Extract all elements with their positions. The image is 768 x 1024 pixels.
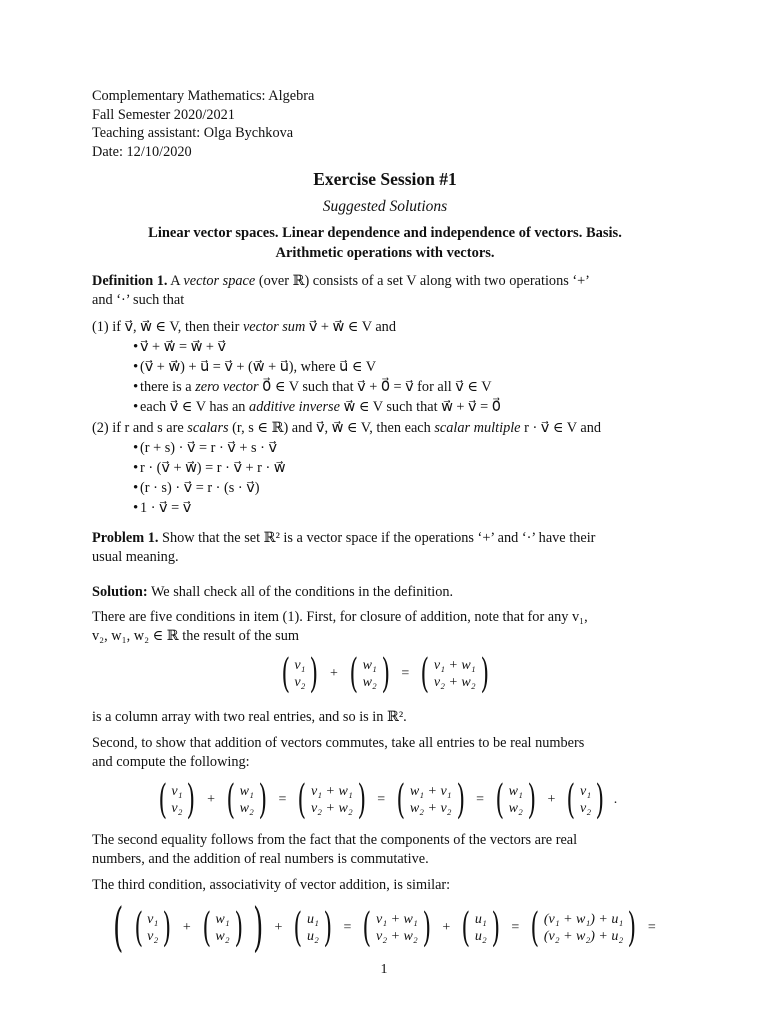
math-term: u₂ [474, 929, 487, 944]
item2-bullet-4: • 1 · v⃗ = v⃗ [92, 498, 678, 518]
parenthesis: ( [530, 905, 540, 951]
math-term: v₁ + w₁ [310, 784, 353, 799]
date: Date: 12/10/2020 [92, 143, 192, 160]
vector-entries [579, 783, 592, 817]
math-term: (v₂ + w₂) + u₂ [543, 929, 624, 944]
teaching-assistant: Teaching assistant: Olga Bychkova [92, 125, 294, 141]
topic-line-1: Linear vector spaces. Linear dependence and independence of vectors. Basis. [148, 225, 622, 241]
b3-a: there is a [140, 379, 192, 395]
semester: Fall Semester 2020/2021 [92, 106, 235, 123]
item1-bullet-1: • v⃗ + w⃗ = w⃗ + v⃗ [92, 337, 678, 357]
solution-label: Solution: [92, 584, 148, 600]
math-term: u₁ [307, 912, 319, 927]
math-term: w₂ [362, 675, 377, 690]
parenthesis: ) [323, 905, 332, 951]
item2-bullet-1: • (r + s) · v⃗ = r · v⃗ + s · v⃗ [92, 438, 678, 458]
vector-entries [362, 657, 378, 691]
math-term: w₁ [239, 784, 254, 799]
math-term: = [476, 792, 485, 807]
vector-entries [474, 911, 488, 945]
para1-line-a: There are five conditions in item (1). First, for closure of addition, note that for any v₁, [92, 609, 588, 625]
math-term: = [278, 792, 287, 807]
item2-intro-c: r · v⃗ ∈ V and [524, 420, 602, 436]
vector-entries [214, 911, 230, 945]
parenthesis: ) [186, 777, 196, 823]
item1-intro-b: v⃗ + w⃗ ∈ V and [308, 319, 396, 335]
column-vector [155, 777, 199, 823]
condition-list-1 [92, 317, 678, 417]
parenthesis: ( [396, 777, 406, 823]
solution-text: We shall check all of the conditions in the definition. [150, 584, 454, 600]
parenthesis: ( [495, 777, 505, 823]
condition-list-2 [92, 418, 678, 518]
vector-entries [170, 783, 183, 817]
solution [92, 583, 678, 602]
math-term: + [547, 792, 556, 807]
parenthesis: ) [309, 651, 319, 697]
math-term: = [343, 920, 352, 935]
parenthesis: ) [381, 651, 390, 697]
parenthesis: ( [566, 777, 576, 823]
parenthesis: ) [253, 898, 264, 958]
math-term: w₁ [215, 912, 230, 927]
paragraph-5: The third condition, associativity of vector addition, is similar: [92, 877, 451, 893]
parenthesis: ( [420, 651, 430, 697]
math-term: . [613, 792, 618, 807]
column-vector [359, 905, 434, 951]
item2-term2: scalar multiple [434, 420, 521, 436]
parenthesis: ) [258, 777, 267, 823]
vector-entries [146, 911, 159, 945]
parenthesis: ) [480, 651, 489, 697]
vector-entries [293, 657, 306, 691]
parenthesis: ( [113, 898, 124, 958]
paragraph-3 [92, 734, 678, 772]
vector-entries [433, 657, 477, 691]
item2-intro-a: (2) if r and s are [92, 420, 184, 436]
parenthesis: ) [595, 777, 605, 823]
column-vector [223, 777, 270, 823]
vector-entries [508, 783, 524, 817]
parenthesis: ( [158, 777, 167, 823]
equation-commutative [92, 777, 678, 823]
parenthesis: ( [134, 905, 143, 951]
math-term: + [442, 920, 451, 935]
topic-heading [92, 223, 678, 263]
document-header [92, 87, 678, 161]
definition-term: vector space [183, 273, 256, 289]
math-term: (v₁ + w₁) + u₁ [543, 912, 624, 927]
parenthesis: ( [281, 651, 290, 697]
math-term: + [274, 920, 283, 935]
math-term: u₁ [474, 912, 487, 927]
parenthesis: ) [491, 905, 500, 951]
math-term: v₂ + w₂ [376, 929, 418, 944]
item1-term: vector sum [242, 319, 306, 335]
column-vector [199, 905, 246, 951]
para3-line-b: and compute the following: [92, 754, 250, 770]
parenthesis: ( [349, 651, 359, 697]
problem-text-a: Show that the set ℝ² is a vector space if the operations ‘+’ and ‘·’ have their [162, 530, 596, 546]
parenthesis: ) [456, 777, 465, 823]
definition-text-b: (over ℝ) consists of a set V along with two operations ‘+’ [258, 273, 590, 289]
definition-text-a: A [170, 273, 180, 289]
problem-label: Problem 1. [92, 530, 159, 546]
parenthesis: ) [234, 905, 243, 951]
math-term: + [182, 920, 191, 935]
math-term: w₂ [508, 801, 523, 816]
parenthesis: ( [297, 777, 307, 823]
document-subtitle: Suggested Solutions [322, 198, 448, 215]
column-vector [458, 905, 503, 951]
problem-1 [92, 529, 678, 567]
math-term: = [647, 920, 656, 935]
math-term: w₂ [239, 801, 254, 816]
vector-entries [375, 911, 419, 945]
math-term: + [207, 792, 215, 807]
column-vector [278, 651, 322, 697]
vector-entries [239, 783, 255, 817]
parenthesis: ( [202, 905, 211, 951]
column-vector [563, 777, 607, 823]
para4-line-b: numbers, and the addition of real numbers is commutative. [92, 851, 429, 867]
item2-intro-b: (r, s ∈ ℝ) and v⃗, w⃗ ∈ V, then each [232, 420, 431, 436]
b3-term: zero vector [195, 379, 259, 395]
equation-associative [92, 898, 678, 958]
item2-term: scalars [187, 420, 229, 436]
paragraph-2: is a column array with two real entries, and so is in ℝ². [92, 709, 407, 725]
column-vector [346, 651, 393, 697]
para3-line-a: Second, to show that addition of vectors commutes, take all entries to be real numbers [92, 735, 585, 751]
parenthesis: ( [362, 905, 372, 951]
column-vector [527, 905, 640, 951]
math-term: w₁ + v₁ [409, 784, 452, 799]
course-name: Complementary Mathematics: Algebra [92, 88, 315, 104]
math-term: = [401, 666, 410, 681]
b3-b: 0⃗ ∈ V such that v⃗ + 0⃗ = v⃗ for all v⃗ ∈ V [262, 379, 492, 395]
math-term: v₂ [171, 801, 183, 816]
math-term: = [377, 792, 386, 807]
definition-label: Definition 1. [92, 273, 168, 289]
math-term: w₂ [215, 929, 230, 944]
definition-1 [92, 272, 678, 310]
b4-b: w⃗ ∈ V such that w⃗ + v⃗ = 0⃗ [343, 399, 501, 415]
math-term: v₂ [580, 801, 592, 816]
math-term: w₁ [362, 658, 377, 673]
vector-entries [543, 911, 624, 945]
parenthesis: ( [226, 777, 236, 823]
math-term: v₁ + w₁ [433, 658, 476, 673]
page-number: 1 [380, 962, 388, 977]
vector-entries [310, 783, 354, 817]
math-term: v₂ [294, 675, 306, 690]
item1-bullet-3 [92, 377, 678, 397]
parenthesis: ) [422, 905, 431, 951]
parenthesis: ) [527, 777, 536, 823]
column-vector [290, 905, 335, 951]
math-term: v₂ + w₂ [310, 801, 353, 816]
b4-a: each v⃗ ∈ V has an [140, 399, 246, 415]
paragraph-1 [92, 608, 678, 646]
math-term: v₁ [294, 658, 306, 673]
math-term: v₂ + w₂ [433, 675, 476, 690]
para4-line-a: The second equality follows from the fact that the components of the vectors are real [92, 832, 578, 848]
math-term: v₁ + w₁ [376, 912, 418, 927]
document-title: Exercise Session #1 [313, 169, 457, 189]
item1-bullet-2: • (v⃗ + w⃗) + u⃗ = v⃗ + (w⃗ + u⃗), where u⃗ ∈ V [92, 357, 678, 377]
math-term: = [511, 920, 520, 935]
para1-line-b: v₂, w₁, w₂ ∈ ℝ the result of the sum [92, 628, 299, 644]
column-vector [131, 905, 175, 951]
topic-line-2: Arithmetic operations with vectors. [275, 245, 495, 261]
column-vector [294, 777, 369, 823]
definition-text-c: and ‘·’ such that [92, 292, 185, 308]
item2-bullet-2: • r · (v⃗ + w⃗) = r · v⃗ + r · w⃗ [92, 458, 678, 478]
paragraph-4 [92, 831, 678, 869]
math-term: w₁ [508, 784, 523, 799]
parenthesis: ) [162, 905, 172, 951]
parenthesis: ) [627, 905, 637, 951]
column-vector [417, 651, 492, 697]
column-vector [492, 777, 539, 823]
parenthesis: ( [461, 905, 471, 951]
column-vector [393, 777, 468, 823]
math-term: u₂ [307, 929, 319, 944]
b4-term: additive inverse [249, 399, 340, 415]
item1-bullet-4 [92, 397, 678, 417]
vector-entries [306, 911, 320, 945]
math-term: v₂ [147, 929, 159, 944]
math-term: + [330, 666, 338, 681]
math-term: v₁ [147, 912, 159, 927]
parenthesis: ( [293, 905, 303, 951]
vector-entries [409, 783, 453, 817]
item1-intro-a: (1) if v⃗, w⃗ ∈ V, then their [92, 319, 240, 335]
math-term: v₁ [171, 784, 183, 799]
equation-closure [92, 651, 678, 697]
math-term: w₂ + v₂ [409, 801, 452, 816]
problem-text-b: usual meaning. [92, 549, 179, 565]
item2-bullet-3: • (r · s) · v⃗ = r · (s · v⃗) [92, 478, 678, 498]
math-term: v₁ [580, 784, 592, 799]
parenthesis: ) [357, 777, 366, 823]
